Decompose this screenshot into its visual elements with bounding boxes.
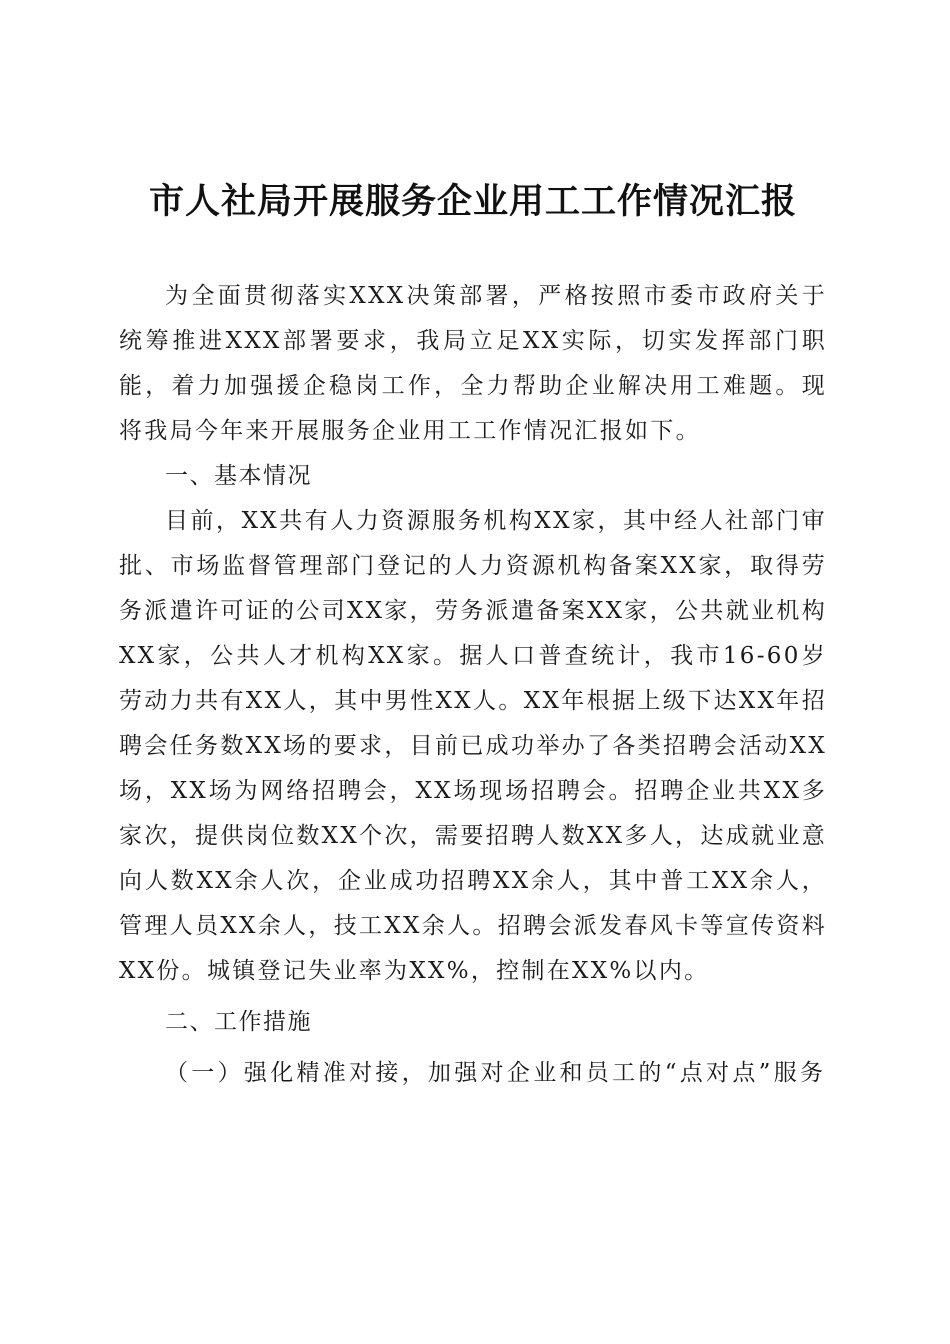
- subsection-heading-precise-docking: （一）强化精准对接，加强对企业和员工的“点对点”服务: [165, 1060, 827, 1086]
- document-body: [119, 274, 827, 1096]
- basic-situation-paragraph: 目前，XX共有人力资源服务机构XX家，其中经人社部门审批、市场监督管理部门登记的人力资源机构备案XX家，取得劳务派遣许可证的公司XX家，劳务派遣备案XX家，公共就业机构XX家，公共人才机构XX家。据人口普查统计，我市16-60岁劳动力共有XX人，其中男性XX人。XX年根据上级下达XX年招聘会任务数XX场的要求，目前已成功举办了各类招聘会活动XX场，XX场为网络招聘会，XX场现场招聘会。招聘企业共XX多家次，提供岗位数XX个次，需要招聘人数XX多人，达成就业意向人数XX余人次，企业成功招聘XX余人，其中普工XX余人，管理人员XX余人，技工XX余人。招聘会派发春风卡等宣传资料XX份。城镇登记失业率为XX%，控制在XX%以内。: [119, 508, 827, 984]
- intro-paragraph: 为全面贯彻落实XXX决策部署，严格按照市委市政府关于统筹推进XXX部署要求，我局立足XX实际，切实发挥部门职能，着力加强援企稳岗工作，全力帮助企业解决用工难题。现将我局今年来开展服务企业用工工作情况汇报如下。: [119, 283, 827, 444]
- document-title: 市人社局开展服务企业用工工作情况汇报: [148, 182, 797, 222]
- document-content: [119, 176, 827, 1096]
- section-heading-work-measures: 二、工作措施: [165, 1009, 312, 1035]
- section-heading-basic-situation: 一、基本情况: [165, 463, 312, 489]
